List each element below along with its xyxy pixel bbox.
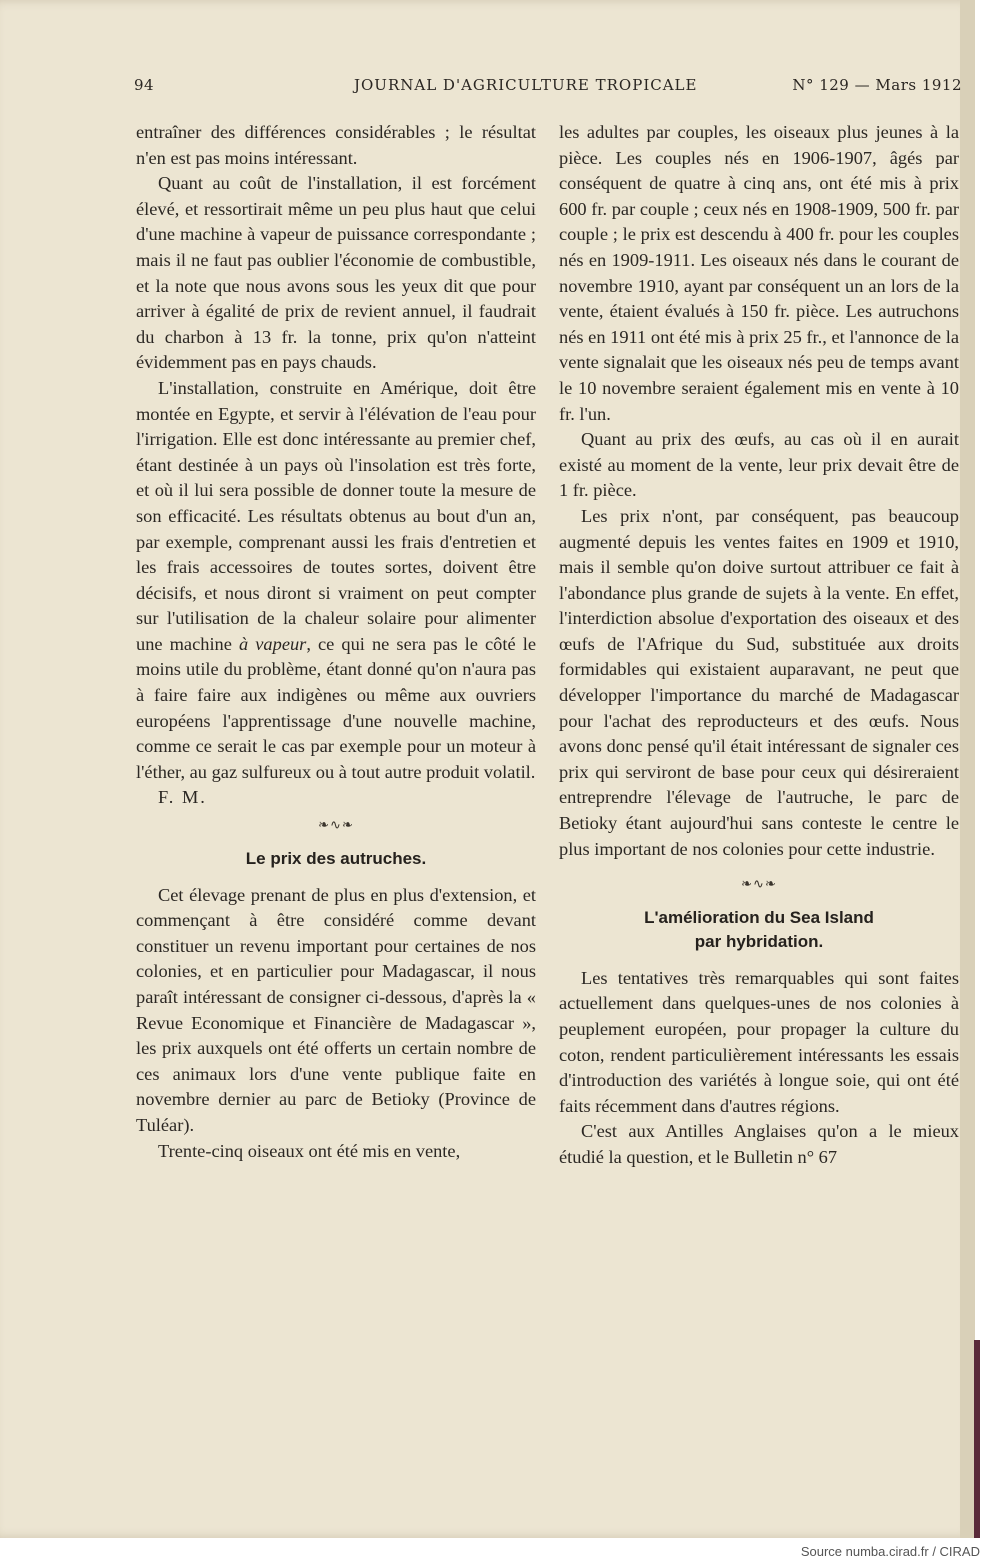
paragraph-cotton: Les tentatives très remarquables qui sont faites actuellement dans quelques-unes de nos colonies à peuplement européen, pour propager la culture du coton, rendent particulièrement intéressants les essais d'introduction des variétés à longue soie, qui ont été faits récemment dans d'autres régions. xyxy=(559,967,959,1116)
heading-line: L'amélioration du Sea Island xyxy=(644,907,874,927)
paragraph-antilles: C'est aux Antilles Anglaises qu'on a le mieux étudié la question, et le Bulletin n° 67 xyxy=(559,1121,959,1167)
paragraph-prices: les adultes par couples, les oiseaux plus jeunes à la pièce. Les couples nés en 1906-1907, âgés par conséquent de quatre à cinq ans, ont été mis à prix 600 fr. par couple ; ceux nés en 1908-1909, 500 fr. par couple ; le prix est descendu à 400 fr. pour les couples nés en 1909-1911. Les oiseaux nés dans le courant de novembre 1910, ayant par conséquent un an lors de la vente, étaient évalués à 150 fr. pièce. Les autruchons nés en 1911 ont été mis à prix 25 fr., et l'annonce de la vente signalait que les oiseaux nés peu de temps avant le 10 novembre seraient également mis en vente à 10 fr. l'un. xyxy=(559,122,959,424)
paragraph-elevage: Cet élevage prenant de plus en plus d'extension, et commençant à être considéré comme devant constituer un revenu important pour certaines de nos colonies, et en particulier pour Madagascar, il nous paraît intéressant de consigner ci-dessous, d'après la « Revue Economique et Financière de Madagascar », les prix auxquels ont été offerts un certain nombre de ces animaux lors d'une vente publique faite en novembre dernier au parc de Betioky (Province de Tuléar). xyxy=(136,884,536,1135)
page-edge xyxy=(960,0,975,1538)
ornament-divider-icon: ❧∿❧ xyxy=(741,877,777,893)
ornament-divider-icon: ❧∿❧ xyxy=(318,818,354,834)
issue-info: N° 129 — Mars 1912 xyxy=(792,76,962,94)
heading-line: par hybridation. xyxy=(694,931,824,951)
article-heading-sea-island xyxy=(559,906,959,954)
binding-strip xyxy=(974,1340,980,1538)
paragraph-installation xyxy=(136,376,536,786)
left-column xyxy=(136,120,536,1164)
paragraph-market: Les prix n'ont, par conséquent, pas beaucoup augmenté depuis les ventes faites en 1909 et 1910, mais il semble qu'on doive surtout attribuer ce fait à l'abondance plus grande de sujets à la vente. En effet, l'interdiction absolue d'exportation des oiseaux et des œufs de l'Afrique du Sud, substituée aux droits formidables qui existaient auparavant, ne peut que développer l'importance du marché de Madagascar pour l'achat des reproducteurs et des œufs. Nous avons donc pensé qu'il était intéressant de signaler ces prix qui serviront de base pour ceux qui désireraient entreprendre l'élevage de l'autruche, le parc de Betioky étant aujourd'hui sans conteste le centre le plus important de nos colonies pour cette industrie. xyxy=(559,505,959,859)
author-signature: F. M. xyxy=(158,787,207,808)
italic-text: à vapeur xyxy=(239,633,307,654)
paragraph-cost: Quant au coût de l'installation, il est forcément élevé, et ressortirait même un peu plus haut que celui d'une machine à vapeur de puissance correspondante ; mais il ne faut pas oublier l'économie de combustible, et la note que nous avons sous les yeux dit que pour arriver à égalité de prix de revient annuel, il faudrait du charbon à 13 fr. la tonne, prix qu'on n'atteint évidemment pas en pays chauds. xyxy=(136,173,536,373)
paragraph-eggs: Quant au prix des œufs, au cas où il en aurait existé au moment de la vente, leur prix devait être de 1 fr. pièce. xyxy=(559,429,959,501)
paragraph-vente: Trente-cinq oiseaux ont été mis en vente, xyxy=(158,1140,461,1161)
running-header xyxy=(134,76,962,100)
source-credit: Source numba.cirad.fr / CIRAD xyxy=(800,1544,980,1559)
paragraph-continued: entraîner des différences considérables ; le résultat n'en est pas moins intéressant. xyxy=(136,122,536,168)
text-segment: L'installation, construite en Amérique, doit être montée en Egypte, et servir à l'élévation de l'eau pour l'irrigation. Elle est donc intéressante au premier chef, étant destinée à un pays où l'insolation est très forte, et où il lui sera possible de donner toute la mesure de son efficacité. Les résultats obtenus au bout d'un an, par exemple, comprenant aussi les frais d'entretien et les frais accessoires de toutes sortes, doivent être décisifs, et nous diront si vraiment on peut compter sur l'utilisation de la chaleur solaire pour alimenter une machine xyxy=(136,377,536,654)
text-segment: , ce qui ne sera pas le côté le moins utile du problème, étant donné qu'on n'aura pas à faire faire aux indigènes ou même aux ouvriers européens l'apprentissage d'une nouvelle machine, comme ce serait le cas par exemple pour un moteur à l'éther, au gaz sulfureux ou à tout autre produit volatil. xyxy=(136,633,536,782)
journal-title: JOURNAL D'AGRICULTURE TROPICALE xyxy=(354,76,698,94)
right-column xyxy=(559,120,959,1171)
page-number: 94 xyxy=(134,76,155,94)
article-heading-autruches: Le prix des autruches. xyxy=(245,848,427,868)
